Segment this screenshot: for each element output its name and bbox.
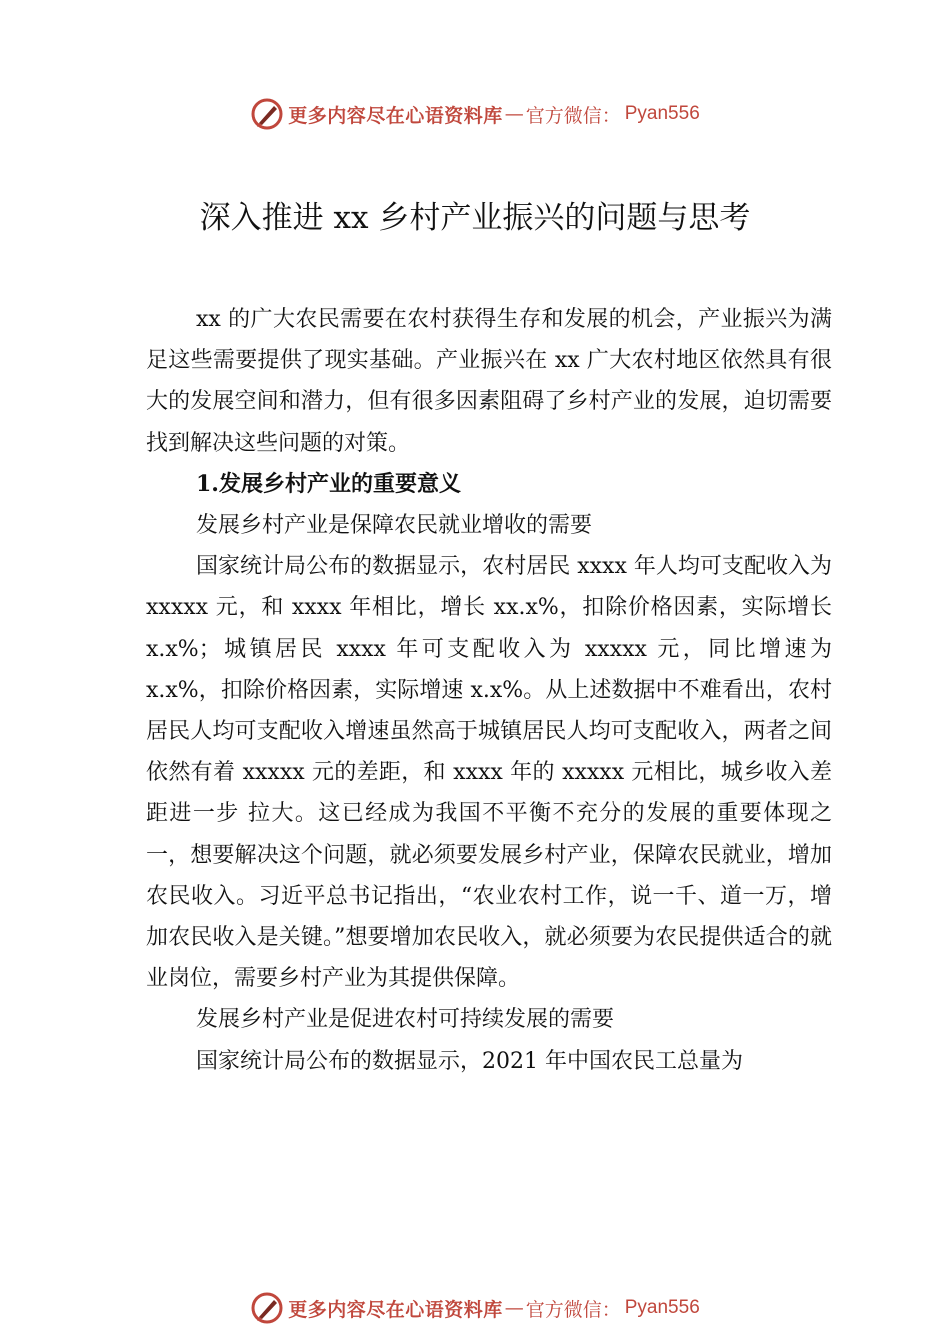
pen-logo-icon — [250, 1291, 284, 1325]
watermark-label: 官方微信： — [525, 104, 621, 127]
document-body — [146, 299, 832, 1082]
watermark-dash: — — [504, 103, 524, 125]
intro-paragraph: xx 的广大农民需要在农村获得生存和发展的机会，产业振兴为满足这些需要提供了现实基础。产业振兴在 xx 广大农村地区依然具有很大的发展空间和潜力，但有很多因素阻碍了乡村产业的发展，迫切需要找到解决这些问题的对策。 — [146, 307, 832, 456]
subheading-paragraph: 发展乡村产业是促进农村可持续发展的需要 — [196, 1007, 615, 1033]
watermark-text: 更多内容尽在心语资料库 — [288, 104, 503, 127]
watermark-label: 官方微信： — [525, 1298, 621, 1321]
watermark-id: Pyan556 — [624, 1297, 700, 1318]
header-watermark — [0, 94, 950, 134]
watermark-id: Pyan556 — [624, 103, 700, 124]
pen-logo-icon — [250, 97, 284, 131]
watermark-dash: — — [504, 1297, 524, 1319]
body-paragraph: 国家统计局公布的数据显示，农村居民 xxxx 年人均可支配收入为 xxxxx 元，和 xxxx 年相比，增长 xx.x%，扣除价格因素，实际增长 x.x%；城镇居民 xxxx 年可支配收入为 xxxxx 元，同比增速为 x.x%，扣除价格因素，实际增速 x.x%。从上述数据中不难看出，农村居民人均可支配收入增速虽然高于城镇居民人均可支配收入，两者之间依然有着 xxxxx 元的差距，和 xxxx 年的 xxxxx 元相比，城乡收入差距进一步 拉大。这已经成为我国不平衡不充分的发展的重要体现之一，想要解决这个问题，就必须要发展乡村产业，保障农民就业，增加农民收入。习近平总书记指出，“农业农村工作，说一千、道一万，增加农民收入是关键。”想要增加农民收入，就必须要为农民提供适合的就业岗位，需要乡村产业为其提供保障。 — [146, 554, 832, 992]
body-paragraph: 国家统计局公布的数据显示，2021 年中国农民工总量为 — [196, 1048, 743, 1074]
document-title: 深入推进 xx 乡村产业振兴的问题与思考 — [199, 200, 751, 236]
footer-watermark — [0, 1288, 950, 1328]
subheading-paragraph: 发展乡村产业是保障农民就业增收的需要 — [196, 513, 593, 539]
watermark-text: 更多内容尽在心语资料库 — [288, 1298, 503, 1321]
section-heading: 1.发展乡村产业的重要意义 — [196, 470, 461, 497]
